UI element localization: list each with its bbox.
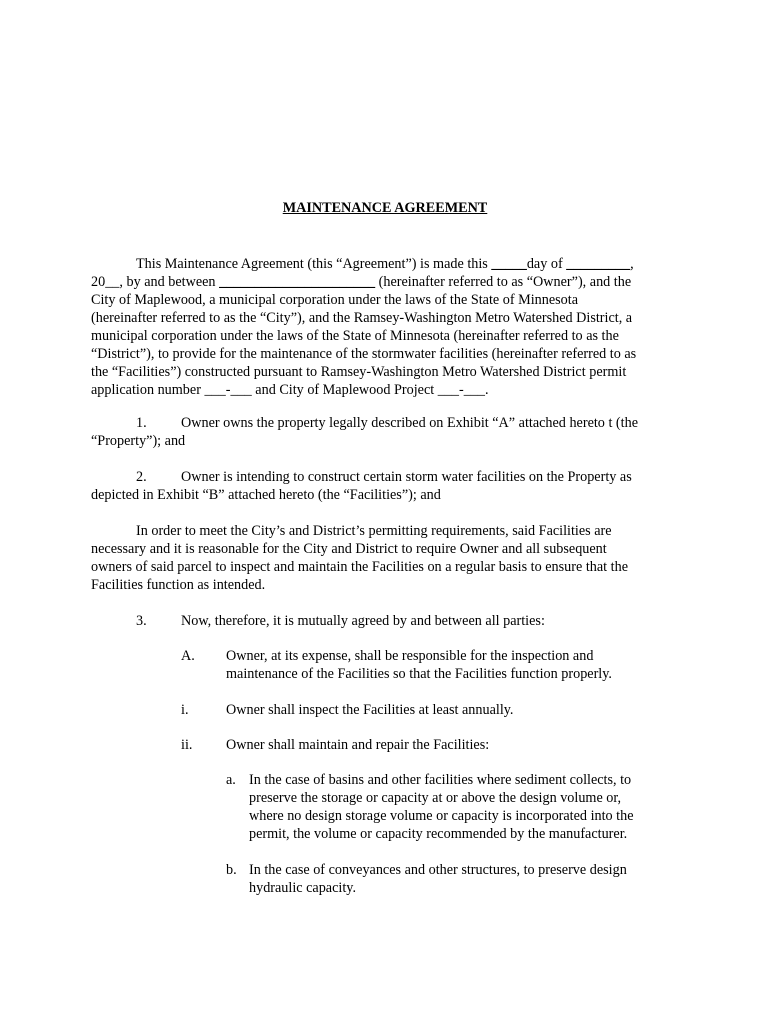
sub-item-a-line-2: maintenance of the Facilities so that the Facilities function properly. [226, 666, 612, 682]
sub-item-ii-number: ii. [181, 737, 193, 753]
item-1-line-1: Owner owns the property legally described on Exhibit “A” attached hereto t (the [181, 415, 638, 431]
intro-line-5: municipal corporation under the laws of the State of Minnesota (hereinafter referred to as the [91, 328, 619, 344]
item-2-number: 2. [136, 469, 147, 485]
clause-a-line-3: where no design storage volume or capacity is incorporated into the [249, 808, 634, 824]
intro-line-7: the “Facilities”) constructed pursuant to Ramsey-Washington Metro Watershed District permit [91, 364, 627, 380]
intro-line-3: City of Maplewood, a municipal corporation under the laws of the State of Minnesota [91, 292, 578, 308]
intro-line-1: This Maintenance Agreement (this “Agreement”) is made this _____day of _________, [136, 256, 634, 272]
owner-name-blank: ______________________ [219, 274, 376, 290]
sub-item-i-number: i. [181, 702, 189, 718]
recital-line-2: necessary and it is reasonable for the City and District to require Owner and all subsequent [91, 541, 607, 557]
clause-b-line-2: hydraulic capacity. [249, 880, 357, 896]
clause-b-line-1: In the case of conveyances and other structures, to preserve design [249, 862, 627, 878]
sub-item-a-number: A. [181, 648, 195, 664]
item-1-line-2: “Property”); and [91, 433, 186, 449]
sub-item-ii-text: Owner shall maintain and repair the Facilities: [226, 737, 490, 753]
clause-a-line-1: In the case of basins and other facilities where sediment collects, to [249, 772, 632, 788]
clause-a-number: a. [226, 772, 236, 788]
recital-paragraph [91, 522, 671, 594]
recital-line-1: In order to meet the City’s and District’s permitting requirements, said Facilities are [136, 523, 612, 539]
item-2-line-2: depicted in Exhibit “B” attached hereto (the “Facilities”); and [91, 487, 441, 503]
clause-a-line-2: preserve the storage or capacity at or above the design volume or, [249, 790, 622, 806]
item-3-number: 3. [136, 613, 147, 629]
intro-paragraph [91, 255, 671, 399]
day-blank: _____ [491, 256, 527, 272]
item-1-number: 1. [136, 415, 147, 431]
intro-line-4: (hereinafter referred to as the “City”), and the Ramsey-Washington Metro Watershed District, a [91, 310, 633, 326]
sub-item-i-text: Owner shall inspect the Facilities at least annually. [226, 702, 514, 718]
recital-line-3: owners of said parcel to inspect and maintain the Facilities on a regular basis to ensure that the [91, 559, 628, 575]
month-blank: _________ [566, 256, 631, 272]
item-2-line-1: Owner is intending to construct certain storm water facilities on the Property as [181, 469, 632, 485]
sub-item-a-line-1: Owner, at its expense, shall be responsible for the inspection and [226, 648, 594, 664]
item-3-text: Now, therefore, it is mutually agreed by and between all parties: [181, 613, 545, 629]
intro-line-6: “District”), to provide for the maintenance of the stormwater facilities (hereinafter referred to as [91, 346, 637, 362]
recital-line-4: Facilities function as intended. [91, 577, 266, 593]
intro-line-2: 20__, by and between ______________________ (hereinafter referred to as “Owner”), and the [91, 274, 632, 290]
clause-a-line-4: permit, the volume or capacity recommended by the manufacturer. [249, 826, 628, 842]
document-title: MAINTENANCE AGREEMENT [282, 200, 488, 216]
clause-b-number: b. [226, 862, 237, 878]
intro-line-8: application number ___-___ and City of Maplewood Project ___-___. [91, 382, 489, 398]
